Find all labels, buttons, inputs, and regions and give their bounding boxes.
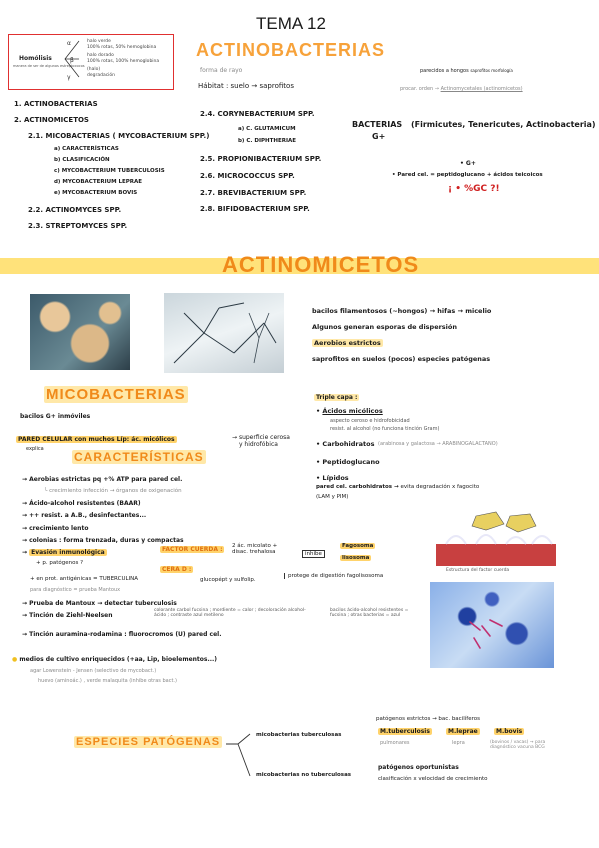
- toc-item: 1. ACTINOBACTERIAS: [14, 100, 98, 108]
- capa-item: • Ácidos micólicos: [316, 407, 383, 415]
- pared-celular: PARED CELULAR con muchos Líp: ác. micólicos: [18, 436, 175, 443]
- carb-note: (arabinosa y galactosa → ARABINOGALACTANO): [378, 441, 498, 447]
- toc-item: 2.4. CORYNEBACTERIUM SPP.: [200, 110, 315, 118]
- toc-item: c) MYCOBACTERIUM TUBERCULOSIS: [54, 168, 165, 174]
- car-item: → crecimiento lento: [22, 525, 89, 532]
- bacilli-drawing: [430, 582, 554, 668]
- dot-icon: ●: [12, 656, 18, 663]
- habitat-label: Hábitat : suelo: [198, 82, 250, 90]
- toc-item: 2.5. PROPIONIBACTERIUM SPP.: [200, 155, 322, 163]
- m-tuberculosis: M.tuberculosis: [380, 728, 430, 735]
- colonies-photo: [30, 294, 130, 370]
- tb-sub: pulmonares: [380, 740, 410, 746]
- alpha-1: halo verde: [87, 39, 111, 44]
- m-bovis: M.bovis: [496, 728, 523, 735]
- medios-3: huevo (aminoác.) , verde malaquita (inhibe otras bact.): [38, 678, 177, 684]
- factor-note: 2 ác. micolato + disac. trehalosa: [232, 543, 278, 555]
- hemolysis-box: [8, 34, 174, 90]
- hyphae-photo: [164, 293, 284, 373]
- superficie-cerosa: superficie cerosa y hidrofóbica: [238, 434, 290, 448]
- note-2: saprofitos morfología: [470, 68, 513, 73]
- tema-heading: TEMA 12: [256, 14, 326, 33]
- toc-item: b) CLASIFICACIÓN: [54, 157, 110, 163]
- toc-item: b) C. DIPHTHERIAE: [238, 138, 297, 144]
- leprae-sub: lepra: [452, 740, 465, 746]
- ziehl-neelsen-photo: [430, 582, 554, 668]
- car-item: → Prueba de Mantoux → detectar tuberculosis: [22, 600, 177, 607]
- lam-pim: (LAM y PIM): [316, 494, 349, 500]
- car-item: → ++ resist. a A.B., desinfectantes...: [22, 512, 147, 519]
- pat-estrictos: patógenos estrictos → bac. bacilíferos: [376, 716, 480, 722]
- parecidos-hongos: parecidos a hongos: [420, 68, 469, 74]
- car-item: → Ácido-alcohol resistentes (BAAR): [22, 500, 141, 507]
- svg-text:γ: γ: [67, 74, 71, 81]
- ziehl-note: colorante carbol fucsina ; mordiente = calor ; decoloración alcohol-ácido ; contraste azul metileno: [154, 608, 306, 619]
- hemolysis-sub: manera de ser de algunos estreptococos: [13, 64, 85, 68]
- cord-factor-diagram: [436, 508, 556, 578]
- lipidos-note: pared cel. carbohidratos → evita degradación x fagocito: [316, 484, 480, 490]
- capa-item: • Peptidoglucano: [316, 458, 380, 466]
- orden-value: Actinomycetales (actinomicetos): [440, 86, 523, 92]
- toc-item: e) MYCOBACTERIUM BOVIS: [54, 190, 138, 196]
- gamma-2: degradación: [87, 73, 116, 78]
- toc-item: 2. ACTINOMICETOS: [14, 116, 89, 124]
- triple-capa-title: Triple capa :: [316, 394, 358, 401]
- pared-cel: • Pared cel. = peptidoglucano + ácidos teicoicos: [392, 172, 543, 178]
- car-item: para diagnóstico = prueba Mantoux: [30, 587, 121, 593]
- bacterias-gplus: G+: [372, 132, 386, 141]
- cera-d: CERA D :: [162, 566, 192, 573]
- tuberculosas: micobacterias tuberculosas: [256, 732, 342, 738]
- hemolysis-brace: [59, 37, 89, 81]
- cera-note: glucopépt y sulfolip.: [200, 577, 256, 583]
- actino-bullet: Algunos generan esporas de dispersión: [312, 323, 457, 331]
- gc-question: ¡ • %GC ?!: [448, 184, 500, 194]
- toc-item: 2.1. MICOBACTERIAS ( MYCOBACTERIUM SPP.): [28, 132, 210, 140]
- bacterias-title: BACTERIAS (Firmicutes, Tenericutes, Actinobacteria): [352, 120, 596, 129]
- caracteristicas-title: CARACTERÍSTICAS: [74, 450, 204, 464]
- toc-item: d) MYCOBACTERIUM LEPRAE: [54, 179, 143, 185]
- beta-2: 100% rotas, 100% hemoglobina: [87, 59, 160, 64]
- diagram-caption: Estructura del factor cuerda: [446, 568, 510, 573]
- gplus-2: • G+: [460, 160, 476, 167]
- car-item: → Evasión inmunológica: [22, 549, 105, 556]
- no-tuberculosas: micobacterias no tuberculosas: [256, 772, 352, 778]
- fagosoma: Fagosoma: [342, 543, 374, 549]
- habitat-saprofitos: saprofitos: [259, 82, 294, 90]
- arrow-icon: →: [251, 82, 258, 90]
- hemolysis-label: Homólisis: [19, 55, 52, 62]
- micolicos-1: aspecto ceroso e hidrofobicidad: [330, 418, 410, 424]
- actinomicetos-title: ACTINOMICETOS: [222, 252, 420, 277]
- hyphae-drawing: [164, 293, 284, 373]
- ziehl-result: bacilos ácido-alcohol resistentes = fucsina ; otras bacterias = azul: [330, 608, 409, 619]
- car-item: → colonias : forma trenzada, duras y compactas: [22, 537, 184, 544]
- protege: protege de digestión fagolisosoma: [284, 573, 383, 579]
- orden-label: procar. orden: [400, 86, 434, 92]
- inhibe: inhibe: [302, 550, 325, 558]
- car-item: + p. patógenos ?: [36, 560, 83, 566]
- toc-item: 2.7. BREVIBACTERIUM SPP.: [200, 189, 307, 197]
- actino-bullet: saprofitos en suelos (pocos) especies patógenas: [312, 355, 491, 363]
- car-item: └ crecimiento infección → órganos de oxigenación: [44, 488, 182, 494]
- medios: ● medios de cultivo enriquecidos (+aa, Lip, bioelementos...): [12, 656, 218, 663]
- cord-factor-svg: [436, 508, 556, 568]
- car-item: + en prot. antigénicas = TUBERCULINA: [30, 576, 139, 582]
- toc-item: 2.3. STREPTOMYCES SPP.: [28, 222, 128, 230]
- especies-title: ESPECIES PATÓGENAS: [76, 736, 221, 748]
- micobacterias-title: MICOBACTERIAS: [46, 386, 186, 403]
- alpha-2: 100% rotas, 50% hemoglobina: [87, 45, 157, 50]
- actino-bullet: Aerobios estrictos: [314, 339, 381, 347]
- clasificacion: clasificación x velocidad de crecimiento: [378, 776, 488, 782]
- bacilos-inmoviles: bacilos G+ inmóviles: [20, 413, 91, 420]
- toc-item: 2.6. MICROCOCCUS SPP.: [200, 172, 295, 180]
- capa-item: • Lípidos: [316, 474, 349, 482]
- orden-note: procar. orden → Actinomycetales (actinomicetos): [400, 86, 523, 92]
- bovis-sub: (bovinos / vacas) → para diagnóstico vacuna BCG: [490, 740, 546, 750]
- m-leprae: M.leprae: [448, 728, 478, 735]
- svg-text:α: α: [67, 40, 71, 47]
- svg-text:β: β: [70, 57, 74, 64]
- car-item: → Tinción de Ziehl-Neelsen: [22, 612, 113, 619]
- pared-arrow: → superficie cerosa y hidrofóbica: [232, 434, 295, 448]
- explica: explica: [26, 446, 44, 452]
- toc-item: a) C. GLUTAMICUM: [238, 126, 296, 132]
- beta-1: halo dorado: [87, 53, 114, 58]
- medios-2: agar Lowenstein - Jensen (selectivo de mycobact.): [30, 668, 157, 674]
- toc-item: 2.2. ACTINOMYCES SPP.: [28, 206, 122, 214]
- micolicos-2: resist. al alcohol (no funciona tinción Gram): [330, 426, 440, 432]
- lisosoma: lisosoma: [342, 555, 370, 561]
- forma-note: forma de rayo: [200, 67, 243, 74]
- habitat: [198, 82, 294, 90]
- car-item: → Tinción auramina-rodamina : fluorocromos (U) pared cel.: [22, 631, 222, 638]
- car-item: → Aerobias estrictas pq +% ATP para pared cel.: [22, 476, 183, 483]
- gamma-1: (halo): [87, 67, 101, 72]
- capa-item: • Carbohidratos: [316, 440, 375, 448]
- oportunistas: patógenos oportunistas: [378, 764, 459, 771]
- toc-item: 2.8. BIFIDOBACTERIUM SPP.: [200, 205, 310, 213]
- factor-cuerda: FACTOR CUERDA :: [162, 546, 223, 553]
- actino-bullet: bacilos filamentosos (~hongos) → hifas → micelio: [312, 307, 492, 315]
- top-right-note: [420, 68, 513, 74]
- actinobacterias-title: ACTINOBACTERIAS: [196, 40, 385, 60]
- bacterias-groups: (Firmicutes, Tenericutes, Actinobacteria): [410, 120, 596, 129]
- especies-connector: [226, 730, 266, 790]
- toc-item: a) CARACTERÍSTICAS: [54, 146, 119, 152]
